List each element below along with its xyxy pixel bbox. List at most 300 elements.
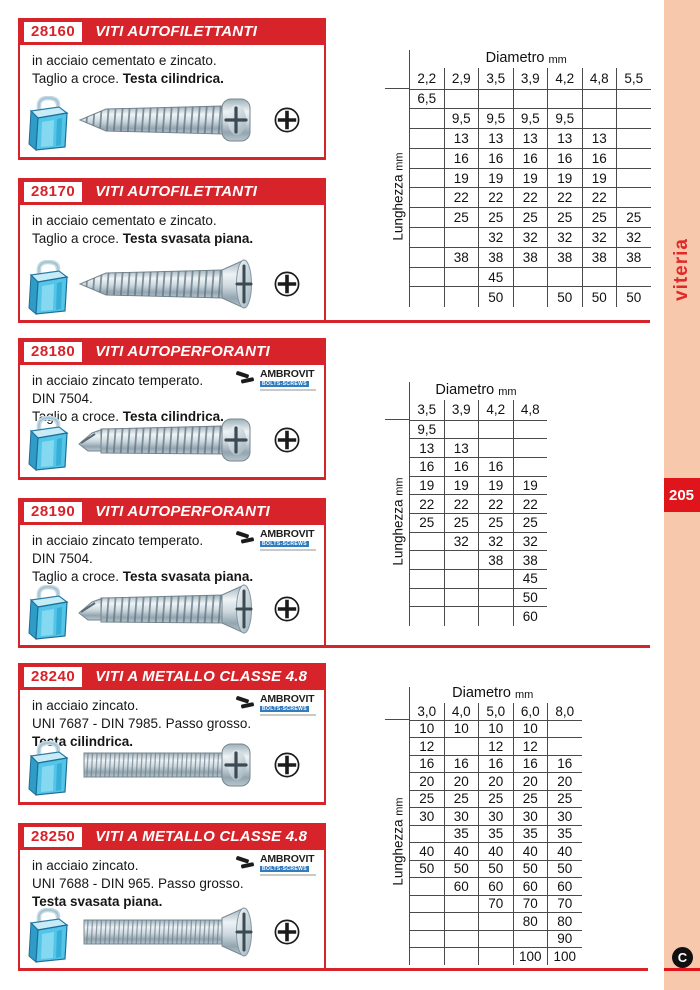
- length-cell: [479, 913, 514, 931]
- length-cell: 10: [479, 720, 514, 738]
- package-box-icon: [26, 585, 72, 641]
- length-cell: [513, 439, 547, 458]
- product-block-28180: [18, 338, 326, 480]
- length-cell: 70: [548, 895, 582, 913]
- machine-countersunk-screw-image: [76, 900, 271, 964]
- length-cell: 16: [479, 148, 514, 168]
- length-cell: [410, 532, 445, 551]
- length-cell: 10: [513, 720, 548, 738]
- product-block-28240: [18, 663, 326, 805]
- diameter-header-cell: 4,8: [513, 400, 547, 420]
- length-cell: 60: [513, 607, 547, 626]
- length-cell: 50: [479, 287, 514, 307]
- table-row: [410, 808, 582, 826]
- length-cell: [410, 913, 445, 931]
- phillips-cross-icon: [272, 917, 302, 947]
- length-cell: 9,5: [513, 109, 548, 129]
- header-underline-extension: [385, 719, 409, 720]
- table-row: [410, 607, 548, 626]
- self-drilling-countersunk-screw-image: [76, 577, 271, 641]
- length-cell: [617, 188, 651, 208]
- table-row: [410, 843, 582, 861]
- length-cell: 25: [513, 208, 548, 228]
- table-row: [410, 89, 651, 109]
- length-cell: [548, 738, 582, 756]
- length-cell: 35: [479, 825, 514, 843]
- description-line: in acciaio zincato.: [32, 858, 139, 873]
- length-cell: 32: [479, 532, 514, 551]
- length-cell: [444, 930, 479, 948]
- length-cell: 20: [513, 773, 548, 791]
- description-line: UNI 7687 - DIN 7985. Passo grosso.: [32, 716, 252, 732]
- length-cell: 13: [444, 439, 479, 458]
- product-block-28170: [18, 178, 326, 321]
- length-cell: [410, 588, 445, 607]
- description-line: in acciaio zincato temperato.: [32, 373, 204, 388]
- screws-icon: [235, 369, 257, 386]
- length-cell: 16: [479, 457, 514, 476]
- table-row: [410, 948, 582, 966]
- diameter-header-cell: 3,5: [479, 68, 514, 89]
- length-cell: 19: [582, 168, 617, 188]
- length-cell: 35: [548, 825, 582, 843]
- length-cell: [444, 287, 479, 307]
- table-row: [410, 588, 548, 607]
- table-row: [410, 439, 548, 458]
- publisher-logo-icon: [672, 947, 693, 968]
- length-cell: 70: [479, 895, 514, 913]
- length-cell: 13: [548, 129, 583, 149]
- length-cell: 70: [513, 895, 548, 913]
- product-code: 28180: [24, 342, 82, 362]
- length-cell: [582, 89, 617, 109]
- length-cell: 20: [548, 773, 582, 791]
- length-cell: 13: [479, 129, 514, 149]
- length-cell: 13: [582, 129, 617, 149]
- length-cell: [513, 267, 548, 287]
- length-cell: 10: [444, 720, 479, 738]
- length-cell: 100: [513, 948, 548, 966]
- length-cell: 16: [410, 457, 445, 476]
- screws-icon: [235, 529, 257, 546]
- length-cell: [444, 588, 479, 607]
- product-header: [20, 338, 324, 365]
- table-row: [410, 129, 651, 149]
- length-cell: 40: [479, 843, 514, 861]
- ambrovit-logo: [235, 694, 316, 716]
- diameter-header-cell: 3,5: [410, 400, 445, 420]
- product-block-28250: [18, 823, 326, 969]
- product-figure: [20, 254, 324, 316]
- length-cell: 32: [513, 228, 548, 248]
- product-code: 28160: [24, 22, 82, 42]
- length-cell: 38: [479, 247, 514, 267]
- length-cell: 16: [479, 755, 514, 773]
- length-cell: [444, 738, 479, 756]
- length-cell: [410, 551, 445, 570]
- phillips-cross-icon: [272, 269, 302, 299]
- length-cell: 50: [582, 287, 617, 307]
- length-cell: [479, 607, 514, 626]
- length-cell: 13: [410, 439, 445, 458]
- product-code: 28250: [24, 827, 82, 847]
- length-cell: 25: [479, 208, 514, 228]
- length-cell: 19: [444, 476, 479, 495]
- length-cell: [410, 930, 445, 948]
- length-cell: 22: [513, 495, 547, 514]
- length-cell: 100: [548, 948, 582, 966]
- length-cell: 30: [513, 808, 548, 826]
- diameter-header-cell: 5,0: [479, 703, 514, 720]
- table-axis-line: [409, 382, 410, 400]
- length-cell: 25: [410, 790, 445, 808]
- length-cell: 38: [617, 247, 651, 267]
- diameter-header-cell: 4,0: [444, 703, 479, 720]
- length-cell: 40: [548, 843, 582, 861]
- description-line: Taglio a croce. Testa svasata piana.: [32, 231, 254, 247]
- length-cell: [410, 607, 445, 626]
- length-cell: 25: [513, 513, 547, 532]
- length-cell: 32: [617, 228, 651, 248]
- screws-icon: [235, 854, 257, 871]
- length-cell: [444, 570, 479, 589]
- length-cell: 19: [444, 168, 479, 188]
- length-cell: 16: [548, 755, 582, 773]
- product-figure: [20, 90, 324, 152]
- length-cell: 19: [513, 168, 548, 188]
- length-cell: 16: [444, 755, 479, 773]
- length-cell: 50: [548, 287, 583, 307]
- length-cell: 30: [548, 808, 582, 826]
- table-row: [410, 457, 548, 476]
- table-row: [410, 208, 651, 228]
- length-cell: 40: [410, 843, 445, 861]
- length-cell: [617, 89, 651, 109]
- table-row: [410, 532, 548, 551]
- diameter-header-cell: 2,9: [444, 68, 479, 89]
- length-cell: [410, 148, 445, 168]
- length-cell: 25: [582, 208, 617, 228]
- length-cell: 16: [513, 148, 548, 168]
- table-row: [410, 738, 582, 756]
- brand-tagline-bar: BOLTS-SCREWS: [262, 380, 307, 387]
- description-line: in acciaio zincato.: [32, 698, 139, 713]
- tapping-pan-head-screw-image: [76, 88, 271, 152]
- package-box-icon: [26, 908, 72, 964]
- diameter-header-cell: 3,0: [410, 703, 445, 720]
- brand-name: AMBROVIT: [260, 528, 315, 540]
- ambrovit-logo: [235, 854, 316, 876]
- package-box-icon: [26, 416, 72, 472]
- length-cell: 20: [410, 773, 445, 791]
- length-cell: [479, 948, 514, 966]
- length-cell: [410, 228, 445, 248]
- length-cell: 40: [444, 843, 479, 861]
- product-figure: [20, 735, 324, 797]
- package-box-icon: [26, 96, 72, 152]
- product-header: [20, 663, 324, 690]
- length-cell: 9,5: [479, 109, 514, 129]
- diameter-header-cell: 3,9: [444, 400, 479, 420]
- length-cell: 25: [548, 208, 583, 228]
- length-cell: 25: [444, 513, 479, 532]
- length-cell: [410, 267, 445, 287]
- product-header: [20, 498, 324, 525]
- length-cell: 90: [548, 930, 582, 948]
- length-cell: [548, 720, 582, 738]
- table-row: [410, 913, 582, 931]
- table-row: [410, 420, 548, 439]
- length-cell: 45: [479, 267, 514, 287]
- product-code: 28170: [24, 182, 82, 202]
- length-cell: [410, 825, 445, 843]
- length-cell: 25: [479, 790, 514, 808]
- length-cell: [617, 267, 651, 287]
- length-cell: 9,5: [548, 109, 583, 129]
- length-cell: 22: [444, 495, 479, 514]
- table-row: [410, 790, 582, 808]
- brand-tagline-bar: BOLTS-SCREWS: [262, 865, 307, 872]
- length-cell: 38: [479, 551, 514, 570]
- publisher-logo-letter: C: [677, 950, 688, 965]
- machine-pan-head-screw-image: [76, 733, 271, 797]
- table-row: [410, 755, 582, 773]
- length-cell: 50: [479, 860, 514, 878]
- length-cell: [410, 247, 445, 267]
- length-cell: [410, 570, 445, 589]
- ambrovit-logo: [235, 529, 316, 551]
- length-cell: 9,5: [410, 420, 445, 439]
- length-cell: 16: [548, 148, 583, 168]
- length-cell: [548, 267, 583, 287]
- header-underline-extension: [385, 88, 409, 89]
- section-divider: [18, 968, 648, 971]
- length-cell: 50: [513, 860, 548, 878]
- length-cell: 25: [479, 513, 514, 532]
- table-row: [410, 109, 651, 129]
- description-line: Testa cilindrica.: [32, 734, 134, 750]
- length-cell: [410, 208, 445, 228]
- length-cell: [617, 168, 651, 188]
- length-cell: [513, 89, 548, 109]
- table-row: [410, 551, 548, 570]
- screws-icon: [235, 694, 257, 711]
- diameter-header-cell: 4,8: [582, 68, 617, 89]
- product-title: VITI AUTOPERFORANTI: [95, 343, 270, 360]
- length-cell: 25: [548, 790, 582, 808]
- length-cell: [479, 439, 514, 458]
- phillips-cross-icon: [272, 425, 302, 455]
- length-cell: [444, 551, 479, 570]
- size-table-1: [385, 46, 651, 307]
- length-cell: 22: [444, 188, 479, 208]
- length-cell: 60: [548, 878, 582, 896]
- diameter-header-cell: 4,2: [548, 68, 583, 89]
- length-cell: [582, 109, 617, 129]
- length-cell: 20: [444, 773, 479, 791]
- phillips-cross-icon: [272, 105, 302, 135]
- length-cell: [479, 420, 514, 439]
- product-code: 28240: [24, 667, 82, 687]
- length-cell: [617, 109, 651, 129]
- section-divider: [18, 645, 650, 648]
- product-figure: [20, 579, 324, 641]
- length-cell: [513, 457, 547, 476]
- length-cell: 38: [582, 247, 617, 267]
- description-line: Taglio a croce. Testa cilindrica.: [32, 409, 224, 425]
- diameter-header-cell: 4,2: [479, 400, 514, 420]
- length-cell: [410, 168, 445, 188]
- diameter-axis-label: Diametro mm: [452, 685, 534, 701]
- product-title: VITI A METALLO CLASSE 4.8: [95, 668, 308, 685]
- description-line: Testa svasata piana.: [32, 894, 163, 910]
- table-axis-line: [409, 687, 410, 703]
- table-row: [410, 570, 548, 589]
- length-cell: 32: [479, 228, 514, 248]
- brand-fine-print: [260, 389, 316, 392]
- length-cell: [410, 895, 445, 913]
- page-number-badge: 205: [664, 478, 700, 512]
- product-title: VITI AUTOFILETTANTI: [95, 23, 258, 40]
- package-box-icon: [26, 741, 72, 797]
- length-cell: 32: [444, 532, 479, 551]
- length-cell: [410, 188, 445, 208]
- length-cell: 19: [410, 476, 445, 495]
- length-cell: 6,5: [410, 89, 445, 109]
- length-cell: 16: [410, 755, 445, 773]
- size-table-3: [385, 683, 582, 965]
- length-cell: 22: [582, 188, 617, 208]
- length-cell: [513, 420, 547, 439]
- ambrovit-logo: [235, 369, 316, 391]
- tapping-countersunk-screw-image: [76, 252, 271, 316]
- category-tab-label: viteria: [671, 238, 692, 302]
- diameter-header-cell: 6,0: [513, 703, 548, 720]
- phillips-cross-icon: [272, 594, 302, 624]
- length-cell: 13: [444, 129, 479, 149]
- length-cell: 19: [548, 168, 583, 188]
- length-cell: 35: [513, 825, 548, 843]
- length-cell: 25: [410, 513, 445, 532]
- table-axis-line: [409, 50, 410, 68]
- diameter-axis-label: Diametro mm: [485, 50, 567, 66]
- sidebar-bottom-divider: [664, 968, 700, 971]
- length-cell: [444, 895, 479, 913]
- length-cell: 9,5: [444, 109, 479, 129]
- length-cell: 30: [444, 808, 479, 826]
- table-row: [410, 247, 651, 267]
- length-cell: 60: [513, 878, 548, 896]
- length-cell: 32: [513, 532, 547, 551]
- length-cell: 35: [444, 825, 479, 843]
- length-cell: 50: [410, 860, 445, 878]
- table-row: [410, 720, 582, 738]
- description-line: DIN 7504.: [32, 391, 93, 407]
- product-block-28160: [18, 18, 326, 160]
- product-title: VITI AUTOFILETTANTI: [95, 183, 258, 200]
- brand-fine-print: [260, 714, 316, 717]
- description-line: DIN 7504.: [32, 551, 93, 567]
- table-row: [410, 860, 582, 878]
- section-divider: [18, 320, 650, 323]
- length-cell: 60: [444, 878, 479, 896]
- header-underline-extension: [385, 419, 409, 420]
- table-row: [410, 188, 651, 208]
- brand-tagline-bar: BOLTS-SCREWS: [262, 705, 307, 712]
- table-row: [410, 168, 651, 188]
- table-row: [410, 287, 651, 307]
- diameter-axis-label: Diametro mm: [435, 382, 517, 398]
- package-box-icon: [26, 260, 72, 316]
- table-row: [410, 267, 651, 287]
- length-cell: 38: [444, 247, 479, 267]
- length-cell: 22: [513, 188, 548, 208]
- length-axis-label: Lunghezza mm: [390, 477, 406, 566]
- description-line: in acciaio zincato temperato.: [32, 533, 204, 548]
- product-header: [20, 178, 324, 205]
- length-cell: [617, 148, 651, 168]
- length-cell: 60: [479, 878, 514, 896]
- brand-name: AMBROVIT: [260, 853, 315, 865]
- product-header: [20, 18, 324, 45]
- length-cell: 12: [410, 738, 445, 756]
- length-cell: 19: [479, 168, 514, 188]
- length-cell: 25: [617, 208, 651, 228]
- length-cell: [548, 89, 583, 109]
- length-cell: [410, 287, 445, 307]
- description-line: UNI 7688 - DIN 965. Passo grosso.: [32, 876, 244, 892]
- description-line: in acciaio cementato e zincato.: [32, 213, 217, 228]
- length-cell: 38: [513, 247, 548, 267]
- length-cell: [444, 420, 479, 439]
- length-cell: 22: [548, 188, 583, 208]
- table-row: [410, 513, 548, 532]
- table-row: [410, 930, 582, 948]
- table-row: [410, 495, 548, 514]
- length-cell: 80: [513, 913, 548, 931]
- length-cell: 25: [513, 790, 548, 808]
- table-row: [410, 773, 582, 791]
- description-line: in acciaio cementato e zincato.: [32, 53, 217, 68]
- length-cell: 25: [444, 790, 479, 808]
- length-cell: 50: [548, 860, 582, 878]
- length-cell: 22: [479, 495, 514, 514]
- description-line: Taglio a croce. Testa cilindrica.: [32, 71, 224, 87]
- length-cell: 30: [410, 808, 445, 826]
- table-row: [410, 878, 582, 896]
- category-sidebar: [664, 0, 700, 990]
- length-cell: 22: [479, 188, 514, 208]
- length-cell: 20: [479, 773, 514, 791]
- table-row: [410, 825, 582, 843]
- length-cell: 30: [479, 808, 514, 826]
- table-row: [410, 228, 651, 248]
- length-cell: 13: [513, 129, 548, 149]
- length-cell: [444, 913, 479, 931]
- length-cell: [410, 109, 445, 129]
- length-cell: [444, 607, 479, 626]
- brand-name: AMBROVIT: [260, 693, 315, 705]
- length-cell: 16: [582, 148, 617, 168]
- length-axis-label: Lunghezza mm: [390, 796, 406, 886]
- length-cell: [617, 129, 651, 149]
- diameter-header-cell: 8,0: [548, 703, 582, 720]
- description-line: Taglio a croce. Testa svasata piana.: [32, 569, 254, 585]
- length-cell: [444, 228, 479, 248]
- brand-fine-print: [260, 874, 316, 877]
- product-block-28190: [18, 498, 326, 646]
- length-cell: 12: [513, 738, 548, 756]
